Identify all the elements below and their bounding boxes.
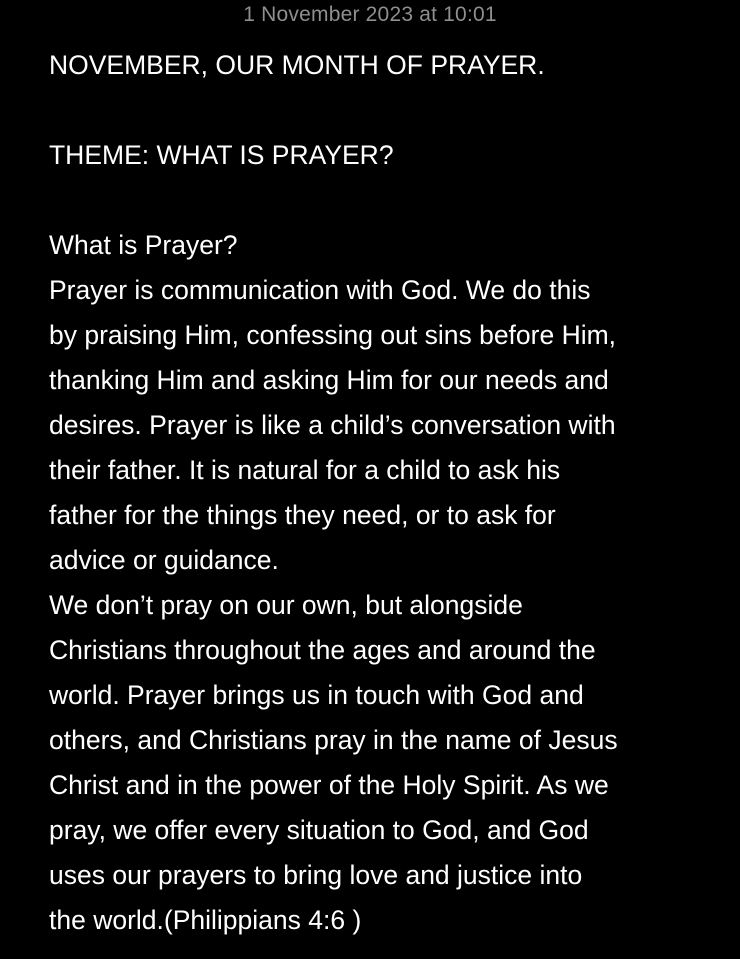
paragraph2-line: Christ and in the power of the Holy Spirit. As we: [49, 770, 609, 800]
paragraph2-line: the world.(Philippians 4:6 ): [49, 905, 362, 935]
paragraph1-line: advice or guidance.: [49, 545, 279, 575]
paragraph2-line: pray, we offer every situation to God, and God: [49, 815, 589, 845]
blank-line: [49, 178, 709, 223]
paragraph1-line: Prayer is communication with God. We do this: [49, 275, 591, 305]
paragraph2-line: world. Prayer brings us in touch with God and: [49, 680, 584, 710]
paragraph2-line: others, and Christians pray in the name of Jesus: [49, 725, 618, 755]
note-theme: THEME: WHAT IS PRAYER?: [49, 140, 394, 170]
paragraph1-line: thanking Him and asking Him for our needs and: [49, 365, 609, 395]
paragraph2-line: We don’t pray on our own, but alongside: [49, 590, 523, 620]
note-heading: NOVEMBER, OUR MONTH OF PRAYER.: [49, 50, 545, 80]
note-timestamp: 1 November 2023 at 10:01: [243, 3, 497, 26]
paragraph1-line: their father. It is natural for a child to ask his: [49, 455, 561, 485]
note-question: What is Prayer?: [49, 230, 238, 260]
note-body[interactable]: [49, 43, 709, 943]
blank-line: [49, 88, 709, 133]
paragraph2-line: uses our prayers to bring love and justice into: [49, 860, 583, 890]
paragraph1-line: father for the things they need, or to ask for: [49, 500, 556, 530]
paragraph1-line: desires. Prayer is like a child’s conversation with: [49, 410, 616, 440]
paragraph1-line: by praising Him, confessing out sins before Him,: [49, 320, 617, 350]
paragraph2-line: Christians throughout the ages and around the: [49, 635, 596, 665]
